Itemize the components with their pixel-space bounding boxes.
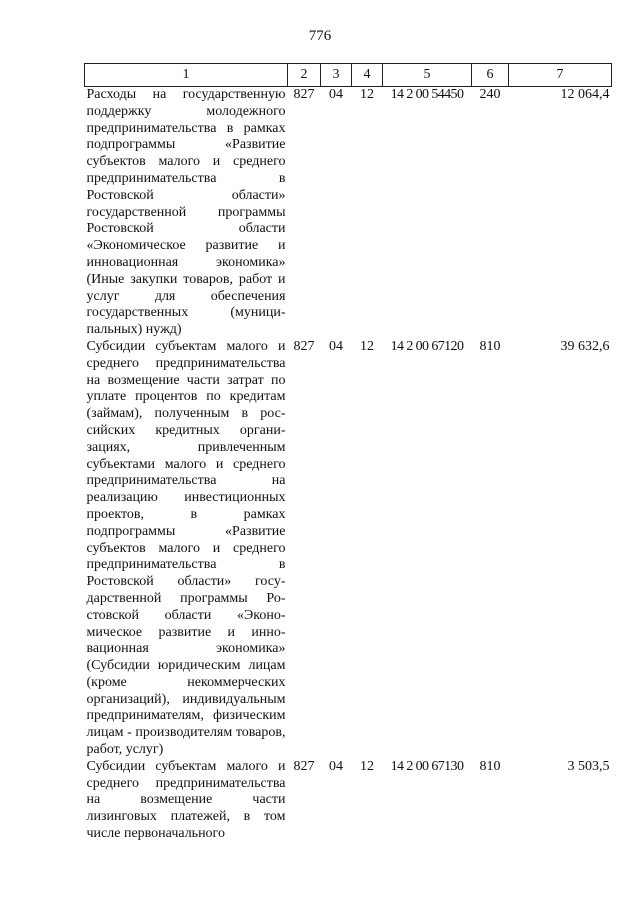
- row-amount: 3 503,5: [567, 758, 610, 774]
- table-row: [85, 759, 612, 843]
- row-section-code: 04: [329, 338, 343, 354]
- column-header-expense-type: 6: [472, 64, 509, 87]
- column-header-subsection: 4: [352, 64, 383, 87]
- row-section-code: 04: [329, 758, 343, 774]
- column-header-target-article: 5: [383, 64, 472, 87]
- row-subsection-code: 12: [360, 87, 374, 102]
- table-row: [85, 339, 612, 759]
- row-expense-type: 810: [479, 758, 501, 774]
- table-header: [85, 64, 612, 87]
- column-header-section: 3: [321, 64, 352, 87]
- row-amount: 12 064,4: [560, 87, 610, 102]
- row-description: Расходы на государственную поддержку молодежного предпринимательства в рамках подпрограммы «Развитие субъектов малого и среднего предпринимательства в Ростовской области» государственной программы Ростовской области «Экономическое развитие и инновационная экономика» (Иные закупки товаров, работ и услуг для обеспечения государственных (муниципальных) нужд): [86, 87, 286, 338]
- row-amount: 39 632,6: [560, 338, 610, 354]
- page-number: 776: [308, 28, 332, 44]
- row-subsection-code: 12: [360, 758, 374, 774]
- row-subsection-code: 12: [360, 338, 374, 354]
- row-expense-type: 810: [479, 338, 501, 354]
- table-body: [85, 87, 612, 843]
- row-expense-type: 240: [479, 87, 501, 102]
- column-header-ministry: 2: [288, 64, 321, 87]
- row-ministry-code: 827: [293, 338, 315, 354]
- row-ministry-code: 827: [293, 87, 315, 102]
- column-header-description: 1: [85, 64, 288, 87]
- table-row: [85, 87, 612, 339]
- row-ministry-code: 827: [293, 758, 315, 774]
- budget-table: [84, 63, 612, 843]
- row-target-article: 14 2 00 67120: [390, 338, 464, 354]
- row-target-article: 14 2 00 54450: [390, 87, 464, 102]
- row-description: Субсидии субъектам малого и среднего предпринимательства на возмещение части затрат по уплате процентов по кредитам (займам), полученным в российских кредитных организациях, привлеченным субъектами малого и среднего предпринимательства на реализацию инвестиционных проектов, в рамках подпрограммы «Развитие субъектов малого и среднего предпринимательства в Ростовской области» государственной программы Ростовской области «Экономическое развитие и инновационная экономика» (Субсидии юридическим лицам (кроме некоммерческих организаций), индивидуальным предпринимателям, физическим лицам - производителям товаров, работ, услуг): [86, 338, 286, 758]
- row-section-code: 04: [329, 87, 343, 102]
- row-target-article: 14 2 00 67130: [390, 758, 464, 774]
- column-header-amount: 7: [509, 64, 612, 87]
- header-row: [85, 64, 612, 87]
- row-description: Субсидии субъектам малого и среднего предпринимательства на возмещение части лизинговых платежей, в том числе первоначального: [86, 758, 286, 842]
